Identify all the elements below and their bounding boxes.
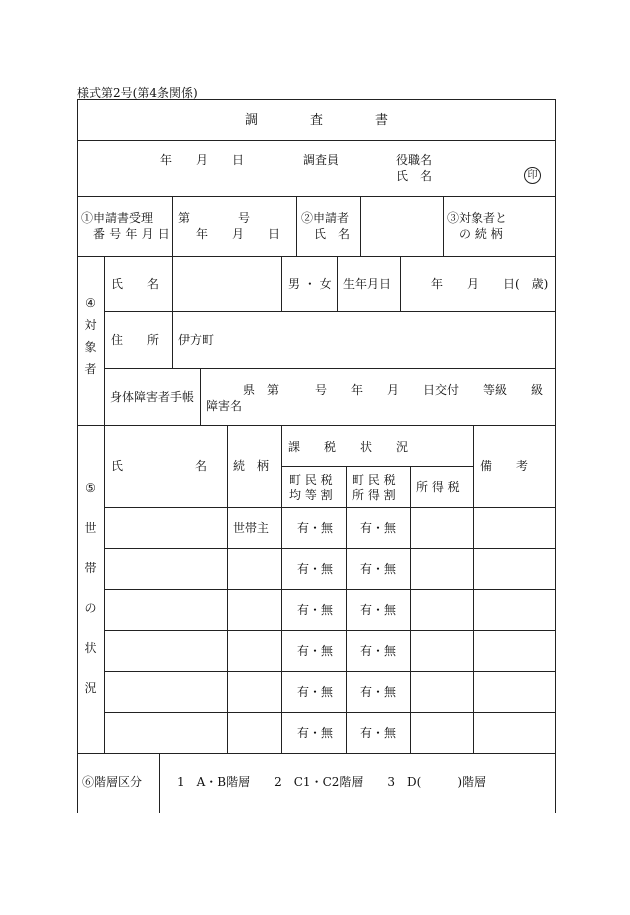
divider [104,630,556,631]
divider [296,196,297,256]
dob-label: 生年月日 [343,277,392,291]
divider [104,712,556,713]
divider [400,256,401,311]
row-tax2: 有・無 [360,644,397,658]
row-tax1: 有・無 [297,644,334,658]
divider [77,196,556,197]
section-4-label [77,297,104,375]
divider [104,425,105,753]
divider [227,425,228,753]
row-tax2: 有・無 [360,726,397,740]
top-border [77,99,556,100]
divider [159,753,160,813]
row-tax2: 有・無 [360,562,397,576]
divider [172,196,173,256]
divider [104,507,556,508]
section-4-char: 象 [84,340,97,354]
handbook-label: 身体障害者手帳 [110,390,195,404]
divider [346,466,347,753]
divider [337,256,338,311]
tax3-header: 所 得 税 [416,480,460,494]
tax2-header-2: 所 得 割 [352,488,396,502]
row-tax1: 有・無 [297,726,334,740]
tax1-header: 町 民 税 [289,473,333,487]
address-label: 住 所 [111,333,160,347]
name-label: 氏 名 [111,277,160,291]
row-tax1: 有・無 [297,562,334,576]
dob-field: 年 月 日( 歳) [431,277,549,291]
divider [77,140,556,141]
receipt-label-2: 番号年月日 [93,227,175,241]
class-label: ⑥階層区分 [82,775,143,789]
seal-text: 印 [527,169,538,181]
divider [77,753,556,754]
section-5-char: 帯 [84,561,97,575]
receipt-number: 第 号 [178,211,251,225]
divider [200,368,201,425]
divider [104,671,556,672]
row-tax1: 有・無 [297,521,334,535]
investigator-label: 調査員 [303,153,340,167]
divider [77,425,556,426]
section-5-char: 況 [84,681,97,695]
seal-mark [524,167,541,184]
gender-field: 男 ・ 女 [288,277,332,291]
row-tax2: 有・無 [360,603,397,617]
applicant-name-label: 氏 名 [314,227,351,241]
disability-name-label: 障害名 [206,399,243,413]
section-5-char: ⑤ [85,481,96,495]
row-tax2: 有・無 [360,521,397,535]
tax1-header-2: 均 等 割 [289,488,333,502]
row-tax1: 有・無 [297,685,334,699]
position-label: 役職名 [396,153,433,167]
left-border [77,99,78,813]
section-5-label [77,482,104,694]
divider [172,256,173,368]
relation-label: ③対象者と [447,211,508,225]
address-value: 伊方町 [178,333,215,347]
handbook-detail: 県 第 号 年 月 日交付 等級 級 [243,383,544,397]
form-label: 様式第2号(第4条関係) [77,86,198,100]
section-4-char: ④ [85,296,96,310]
divider [104,256,105,425]
section-5-char: 状 [84,641,97,655]
section-5-char: 世 [84,521,97,535]
divider [104,589,556,590]
relation-header: 続 柄 [233,459,270,473]
section-4-char: 対 [84,318,97,332]
class-options: 1 A・B階層 2 C1・C2階層 3 D( )階層 [177,775,487,789]
divider [443,196,444,256]
divider [104,368,556,369]
divider [410,466,411,753]
receipt-label: ①申請書受理 [81,211,154,225]
date-field: 年 月 日 [160,153,245,167]
divider [281,425,282,753]
right-border [555,99,556,813]
row-relation: 世帯主 [233,521,270,535]
remarks-header: 備 考 [480,459,529,473]
divider [281,466,473,467]
investigator-name-label: 氏 名 [396,169,433,183]
household-name-header: 氏 名 [111,459,208,473]
divider [104,548,556,549]
tax2-header: 町 民 税 [352,473,396,487]
divider [360,196,361,256]
row-tax2: 有・無 [360,685,397,699]
document-title: 調 査 書 [244,113,388,128]
section-5-char: の [84,601,97,615]
section-4-char: 者 [84,362,97,376]
divider [473,425,474,753]
divider [77,256,556,257]
tax-status-header: 課 税 状 況 [288,440,409,454]
receipt-date: 年 月 日 [196,227,281,241]
divider [281,256,282,311]
row-tax1: 有・無 [297,603,334,617]
relation-label-2: の 続 柄 [459,227,503,241]
applicant-label: ②申請者 [301,211,350,225]
